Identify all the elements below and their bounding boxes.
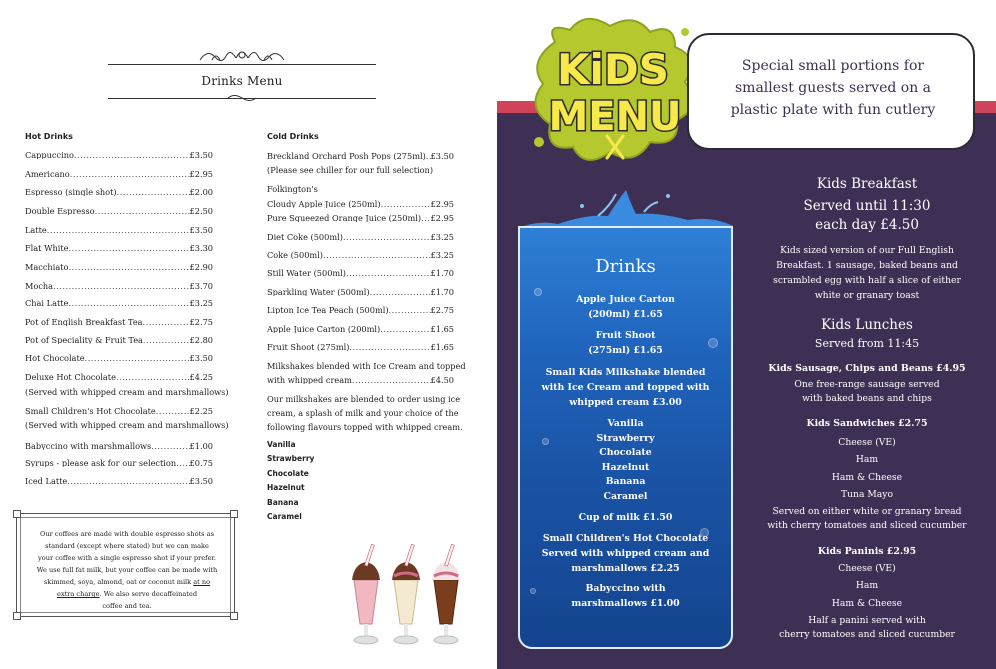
flavour-item: Strawberry (267, 454, 315, 464)
sandwich-desc-2: with cherry tomatoes and sliced cucumber (767, 520, 967, 531)
logo-line-2: MENU (548, 94, 682, 140)
kids-drink-line: Banana (605, 476, 646, 487)
list-item: Lipton Ice Tea Peach (500ml) ..... £2.75 (267, 306, 454, 314)
list-item: Fruit Shoot (275ml) ..... £1.65 (267, 343, 454, 351)
flavour-item: Hazelnut (267, 483, 305, 493)
kids-drink-line: Fruit Shoot (595, 330, 656, 341)
sandwich-item: Ham & Cheese (831, 472, 903, 483)
list-item: Americano ..... £2.95 (25, 170, 213, 178)
list-item: Still Water (500ml) ..... £1.70 (267, 269, 454, 277)
milkshake-desc-1: Our milkshakes are blended to order using ice (267, 394, 461, 404)
kids-drink-line: Hazelnut (601, 462, 650, 473)
sandwich-item: Ham (855, 454, 879, 465)
milkshakes-illustration (344, 540, 472, 650)
list-item: Espresso (single shot) ..... £2.00 (25, 188, 213, 196)
folkington-label: Folkington's (267, 184, 318, 194)
list-item: Sparkling Water (500ml) ..... £1.70 (267, 288, 454, 296)
kids-drink-line: Strawberry (596, 433, 655, 444)
kids-drink-line: Babyccino with (585, 583, 666, 594)
panini-item: Cheese (VE) (838, 563, 896, 574)
list-item: Pot of Speciality & Fruit Tea ..... £2.80 (25, 336, 213, 344)
tagline-text: Special small portions for smallest guests served on a plastic plate with fun cutlery (730, 58, 936, 118)
kids-drink-line: whipped cream £3.00 (569, 397, 682, 408)
milkshake-line: Milkshakes blended with Ice Cream and topped (267, 361, 466, 371)
list-item: Flat White ..... £3.30 (25, 244, 213, 252)
kids-drink-line: Apple Juice Carton (576, 294, 675, 305)
panini-desc-1: Half a panini served with (808, 615, 926, 626)
kids-drinks-title: Drinks (595, 256, 656, 277)
coffee-note-box (16, 513, 235, 617)
panini-title: Kids Paninis £2.95 (817, 546, 917, 557)
strawberry-milkshake-icon (352, 544, 380, 644)
sausage-desc-2: with baked beans and chips (802, 393, 932, 404)
sausage-desc-1: One free-range sausage served (794, 379, 940, 390)
corner-ornament-icon (13, 612, 21, 620)
floral-ornament-small-icon (226, 93, 258, 103)
list-item: Hot Chocolate ..... £3.50 (25, 354, 213, 362)
vanilla-milkshake-icon (392, 544, 420, 644)
list-item: Macchiato ..... £2.90 (25, 263, 213, 271)
panini-desc-2: cherry tomatoes and sliced cucumber (779, 629, 955, 640)
milkshake-desc-3: following flavours topped with whipped cream. (267, 422, 463, 432)
corner-ornament-icon (230, 510, 238, 518)
small-hot-choc-note: (Served with whipped cream and marshmallows) (25, 420, 229, 430)
list-item: Double Espresso ..... £2.50 (25, 207, 213, 215)
deluxe-note: (Served with whipped cream and marshmallows) (25, 387, 229, 397)
coffee-note-text: Our coffees are made with double espresso shots as standard (except where stated) but we can make your coffee with a single espresso shot if your prefer. We use full fat milk, but your coffee can be made with skimmed, soya, almond, oat or coconut milk at no extra charge. We also serve decaffeinated coffee and tea. (36, 530, 218, 610)
tagline-bubble (687, 33, 975, 150)
corner-ornament-icon (230, 612, 238, 620)
sandwich-item: Tuna Mayo (841, 489, 893, 500)
list-item: Iced Latte ..... £3.50 (25, 477, 213, 485)
kids-drink-line: marshmallows £2.25 (571, 563, 680, 574)
panini-item: Ham (855, 580, 879, 591)
kids-drink-line: Small Kids Milkshake blended (545, 367, 706, 378)
kids-drink-line: Cup of milk £1.50 (578, 512, 673, 523)
sandwich-desc-1: Served on either white or granary bread (772, 506, 962, 517)
breakfast-desc-1: Kids sized version of our Full English (780, 245, 954, 256)
list-item: Cloudy Apple Juice (250ml) ..... £2.95 (267, 200, 454, 208)
list-item: with whipped cream ..... £4.50 (267, 376, 454, 384)
kids-drink-line: Chocolate (599, 447, 652, 458)
list-item: Pure Squeezed Orange Juice (250ml) ..... £2.95 (267, 214, 454, 222)
breakfast-title: Kids Breakfast (816, 176, 918, 192)
kids-drink-line: Vanilla (607, 418, 644, 429)
list-item: Diet Coke (500ml) ..... £3.25 (267, 233, 454, 241)
list-item: Syrups - please ask for our selection ..... £0.75 (25, 459, 213, 467)
flavour-item: Chocolate (267, 468, 309, 478)
list-item: Pot of English Breakfast Tea ..... £2.75 (25, 318, 213, 326)
list-item: Babyccino with marshmallows ..... £1.00 (25, 442, 213, 450)
hot-drinks-heading: Hot Drinks (25, 132, 73, 141)
list-item: Chai Latte ..... £3.25 (25, 299, 213, 307)
kids-menu-logo (525, 12, 705, 172)
kids-drink-line: with Ice Cream and topped with (541, 382, 710, 393)
list-item: Coke (500ml) ..... £3.25 (267, 251, 454, 259)
list-item: Latte ..... £3.50 (25, 226, 213, 234)
flavour-item: Vanilla (267, 440, 296, 449)
breakfast-time: Served until 11:30 (803, 198, 931, 214)
kids-drink-line: Caramel (603, 491, 648, 502)
kids-drink-line: (275ml) £1.65 (588, 345, 663, 356)
kids-drink-line: Served with whipped cream and (541, 548, 710, 559)
breakfast-desc-3: scrambled egg with half a slice of either (773, 275, 961, 286)
list-item: Small Children's Hot Chocolate ..... £2.25 (25, 407, 213, 415)
kids-drink-line: (200ml) £1.65 (588, 309, 663, 320)
kids-drinks-panel (518, 226, 733, 649)
list-item: Cappuccino ..... £3.50 (25, 151, 213, 159)
sandwich-item: Cheese (VE) (838, 437, 896, 448)
list-item: Deluxe Hot Chocolate ..... £4.25 (25, 373, 213, 381)
corner-ornament-icon (13, 510, 21, 518)
page-title: Drinks Menu (201, 74, 283, 88)
cold-drinks-heading: Cold Drinks (267, 132, 319, 141)
list-item: Breckland Orchard Posh Pops (275ml) ..... £3.50 (267, 152, 454, 160)
list-item: Apple Juice Carton (200ml) ..... £1.65 (267, 325, 454, 333)
list-item: Mocha ..... £3.70 (25, 282, 213, 290)
breakfast-price: each day £4.50 (815, 217, 919, 233)
posh-pops-note: (Please see chiller for our full selection) (267, 165, 434, 175)
breakfast-desc-4: white or granary toast (814, 290, 920, 301)
sausage-title: Kids Sausage, Chips and Beans £4.95 (768, 363, 966, 374)
kids-drink-line: Small Children's Hot Chocolate (542, 533, 709, 544)
drinks-menu-page (0, 0, 497, 669)
flavour-item: Caramel (267, 512, 302, 521)
panini-item: Ham & Cheese (831, 598, 903, 609)
kids-drink-line: marshmallows £1.00 (571, 598, 680, 609)
flavour-item: Banana (267, 497, 299, 507)
lunches-title: Kids Lunches (821, 317, 913, 333)
chocolate-milkshake-icon (432, 544, 460, 644)
milkshake-desc-2: cream, a splash of milk and your choice of the (267, 408, 459, 418)
breakfast-desc-2: Breakfast. 1 sausage, baked beans and (776, 260, 958, 271)
sandwich-title: Kids Sandwiches £2.75 (806, 418, 928, 429)
kids-menu-page (497, 0, 996, 669)
logo-line-1: KiDS (556, 45, 670, 94)
lunches-sub: Served from 11:45 (814, 337, 920, 350)
